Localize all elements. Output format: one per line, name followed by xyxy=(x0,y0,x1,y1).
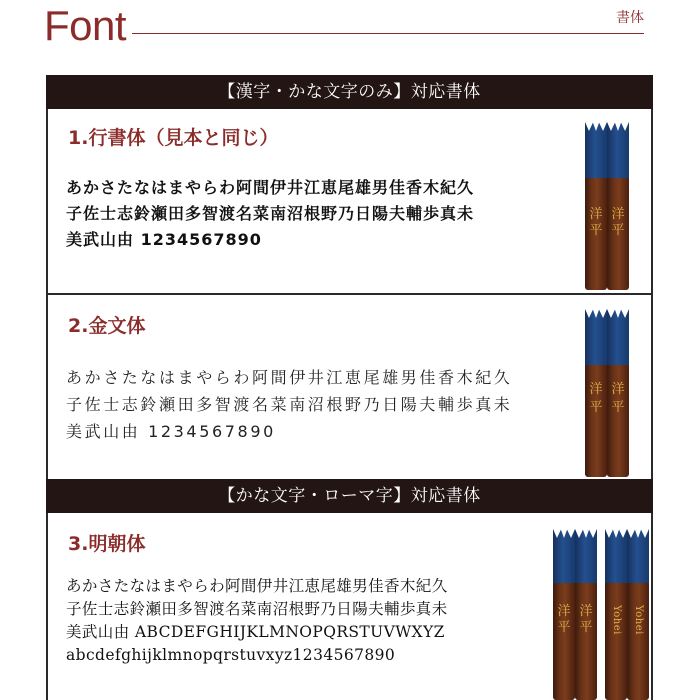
section-title-mincho: 3.明朝体 xyxy=(68,533,146,555)
section-divider xyxy=(46,293,653,295)
engraving-char: 洋 xyxy=(589,382,603,397)
section-title-gyosho: 1.行書体（見本と同じ） xyxy=(68,127,279,149)
sample-line: 子佐士志鈴瀬田多智渡名菜南沼根野乃日陽夫輔歩真未 xyxy=(66,395,513,414)
engraving-char: 洋 xyxy=(589,207,603,222)
chopstick-sample xyxy=(607,118,629,290)
sample-line: 美武山由 1234567890 xyxy=(66,230,262,249)
sample-line: 美武山由 ABCDEFGHIJKLMNOPQRSTUVWXYZ xyxy=(66,623,445,641)
engraving-char: 平 xyxy=(589,400,603,415)
engraving-char: 平 xyxy=(611,223,625,238)
page-title: Font xyxy=(44,2,127,49)
engraving-roman: Yohei xyxy=(611,605,622,635)
section-title-kinbun: 2.金文体 xyxy=(68,315,146,337)
sample-line: abcdefghijklmnopqrstuvxyz1234567890 xyxy=(66,646,396,664)
chopstick-sample xyxy=(585,118,607,290)
engraving-char: 洋 xyxy=(557,604,571,619)
sample-text-kinbun xyxy=(66,364,566,445)
engraving-char: 平 xyxy=(557,620,571,635)
band-kanji-kana: 【漢字・かな文字のみ】対応書体 xyxy=(46,75,653,109)
sample-text-gyosho xyxy=(66,175,566,253)
sample-line: 子佐士志鈴瀬田多智渡名菜南沼根野乃日陽夫輔歩真未 xyxy=(66,600,448,618)
sample-line: あかさたなはまやらわ阿間伊井江恵尾雄男佳香木紀久 xyxy=(66,577,448,595)
engraving-roman: Yohei xyxy=(633,605,644,635)
engraving-char: 平 xyxy=(579,620,593,635)
sample-line: あかさたなはまやらわ阿間伊井江恵尾雄男佳香木紀久 xyxy=(66,178,475,197)
chopstick-sample xyxy=(575,525,597,700)
chopstick-sample xyxy=(553,525,575,700)
engraving-char: 洋 xyxy=(579,604,593,619)
engraving-char: 平 xyxy=(611,400,625,415)
chopstick-sample xyxy=(607,305,629,477)
sample-line: 美武山由 1234567890 xyxy=(66,422,276,441)
engraving-char: 平 xyxy=(589,223,603,238)
page-subtitle: 書体 xyxy=(616,10,644,26)
chopstick-sample-roman xyxy=(605,525,627,700)
engraving-char: 洋 xyxy=(611,207,625,222)
sample-line: 子佐士志鈴瀬田多智渡名菜南沼根野乃日陽夫輔歩真未 xyxy=(66,204,475,223)
chopstick-sample xyxy=(585,305,607,477)
sample-line: あかさたなはまやらわ阿間伊井江恵尾雄男佳香木紀久 xyxy=(66,368,513,387)
sample-text-mincho xyxy=(66,575,566,667)
engraving-char: 洋 xyxy=(611,382,625,397)
header-rule xyxy=(132,33,644,34)
band-kana-roman: 【かな文字・ローマ字】対応書体 xyxy=(46,479,653,513)
chopstick-sample-roman xyxy=(627,525,649,700)
